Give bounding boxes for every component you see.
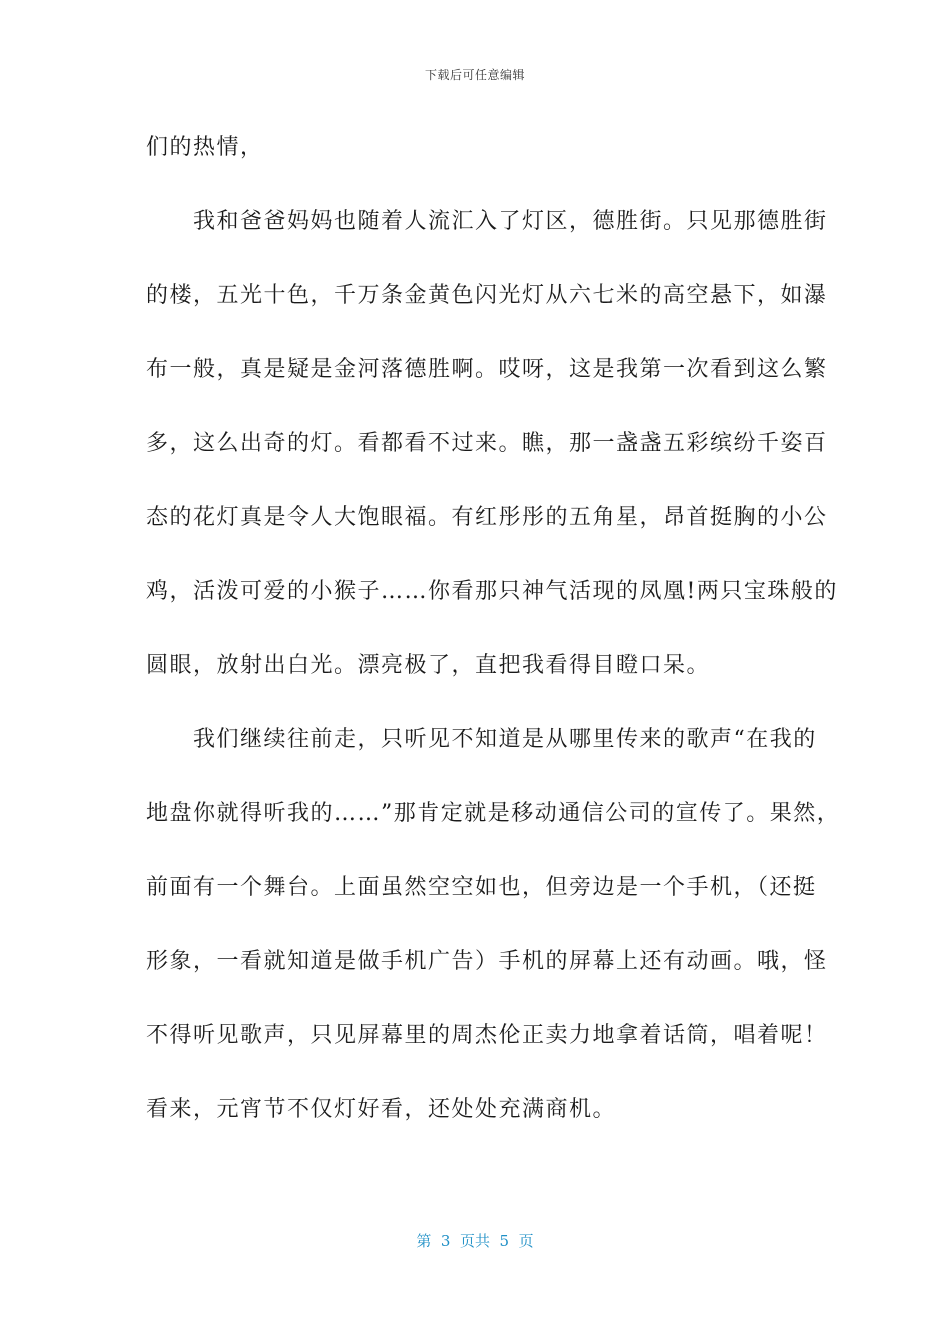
page-header: 下载后可任意编辑	[424, 68, 525, 82]
text-line: 们的热情，	[146, 135, 264, 160]
text-line: 鸡，活泼可爱的小猴子……你看那只神气活现的凤凰!两只宝珠般的	[146, 579, 838, 604]
text-line: 的楼，五光十色，千万条金黄色闪光灯从六七米的高空悬下，如瀑	[146, 283, 828, 308]
text-line: 态的花灯真是令人大饱眼福。有红彤彤的五角星，昂首挺胸的小公	[146, 505, 828, 530]
text-line: 多，这么出奇的灯。看都看不过来。瞧，那一盏盏五彩缤纷千姿百	[146, 431, 828, 456]
text-line: 我们继续往前走，只听见不知道是从哪里传来的歌声“在我的	[146, 727, 817, 752]
text-line: 布一般，真是疑是金河落德胜啊。哎呀，这是我第一次看到这么繁	[146, 357, 828, 382]
text-line: 我和爸爸妈妈也随着人流汇入了灯区，德胜街。只见那德胜街	[146, 209, 828, 234]
text-line: 圆眼，放射出白光。漂亮极了，直把我看得目瞪口呆。	[146, 653, 711, 678]
body-text	[146, 128, 841, 1164]
text-line: 地盘你就得听我的……”那肯定就是移动通信公司的宣传了。果然，	[146, 801, 841, 826]
text-line: 形象，一看就知道是做手机广告）手机的屏幕上还有动画。哦，怪	[146, 949, 828, 974]
text-line: 前面有一个舞台。上面虽然空空如也，但旁边是一个手机，（还挺	[146, 875, 817, 900]
text-line: 看来，元宵节不仅灯好看，还处处充满商机。	[146, 1097, 617, 1122]
text-line: 不得听见歌声，只见屏幕里的周杰伦正卖力地拿着话筒，唱着呢！	[146, 1023, 828, 1048]
page-number-footer: 第 3 页共 5 页	[416, 1232, 534, 1250]
